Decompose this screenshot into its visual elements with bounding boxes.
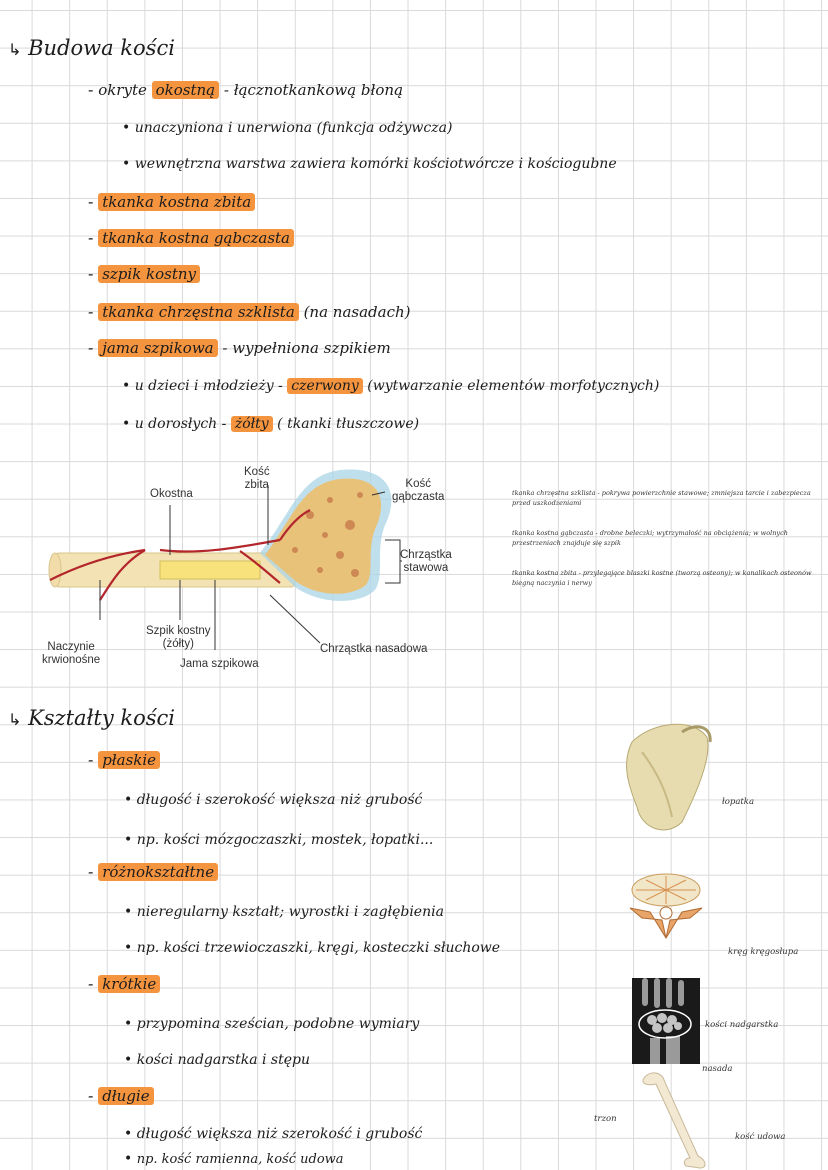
item-post: - łącznotkankową błoną [223, 81, 404, 99]
sub-text: nieregularny kształt; wyrostki i zagłębienia [136, 904, 444, 920]
note: tkanka chrzęstna szklista - pokrywa powierzchnie stawowe; zmniejsza tarcie i zabezpiecza przed uszkodzeniami [512, 489, 811, 507]
sub-item [124, 1151, 344, 1167]
note: tkanka kostna gąbczasta - drobne beleczki; wytrzymałość na obciążenia; w wolnych przestrzeniach znajduje się szpik [512, 529, 788, 547]
list-item [88, 264, 200, 283]
label-okostna: Okostna [150, 488, 193, 500]
shape-group-title [88, 974, 160, 993]
sub-text: u dzieci i młodzieży - [134, 378, 283, 394]
section-heading-ksztalty [8, 706, 175, 730]
sub-item [124, 1016, 419, 1032]
sub-text: kości nadgarstka i stępu [136, 1052, 311, 1068]
dash: - [88, 302, 94, 321]
dash: - [88, 264, 94, 283]
highlight: tkanka kostna zbita [98, 193, 255, 211]
highlight: okostną [152, 81, 219, 99]
image-label-nasada: nasada [702, 1064, 733, 1074]
sub-text: np. kości trzewioczaszki, kręgi, kosteczki słuchowe [136, 940, 501, 956]
sub-item [122, 378, 659, 394]
dash: - [88, 750, 94, 769]
shape-group-title [88, 862, 218, 881]
bullet: • [124, 792, 137, 808]
image-label-nadgarstek: kości nadgarstka [705, 1020, 779, 1030]
dash: - [88, 974, 94, 993]
label-chrzastka-stawowa: Chrząstka stawowa [400, 549, 452, 574]
bullet: • [124, 1052, 137, 1068]
bullet: • [122, 378, 135, 394]
dash: - [88, 1086, 94, 1105]
sub-item [124, 832, 433, 848]
femur-image [626, 1068, 726, 1170]
item-pre: okryte [98, 81, 152, 99]
sub-text: wewnętrzna warstwa zawiera komórki kościotwórcze i kościogubne [134, 156, 617, 172]
item-post: - wypełniona szpikiem [222, 339, 391, 357]
sub-item [124, 1052, 310, 1068]
dash: - [88, 192, 94, 211]
arrow-icon: ↳ [8, 40, 22, 59]
bullet: • [122, 120, 135, 136]
dash: - [88, 862, 94, 881]
sub-post: (wytwarzanie elementów morfotycznych) [367, 378, 660, 394]
highlight: szpik kostny [98, 265, 200, 283]
highlight: krótkie [98, 975, 160, 993]
list-item [88, 228, 294, 247]
list-item [88, 80, 403, 99]
highlight: tkanka chrzęstna szklista [98, 303, 299, 321]
highlight: jama szpikowa [98, 339, 217, 357]
sub-text: u dorosłych - [134, 416, 227, 432]
label-kosc-gabczasta: Kość gąbczasta [392, 478, 445, 503]
bullet: • [122, 156, 135, 172]
dash: - [88, 338, 94, 357]
bone-cut-end [49, 553, 61, 587]
image-label-trzon: trzon [594, 1114, 617, 1124]
sub-item [122, 416, 419, 432]
bullet: • [124, 940, 137, 956]
sub-item [124, 940, 500, 956]
sub-text: unaczyniona i unerwiona (funkcja odżywcza) [134, 120, 453, 136]
bullet: • [124, 1126, 137, 1142]
section-heading-budowa [8, 36, 175, 60]
highlight: różnokształtne [98, 863, 218, 881]
bullet: • [124, 904, 137, 920]
sub-item [124, 792, 422, 808]
note: tkanka kostna zbita - przylegające blaszki kostne (tworzą osteony); w kanalikach osteonów biegną naczynia i nerwy [512, 569, 812, 587]
bullet: • [122, 416, 135, 432]
sub-text: długość większa niż szerokość i grubość [136, 1126, 423, 1142]
sub-item [122, 156, 617, 172]
sub-text: przypomina sześcian, podobne wymiary [136, 1016, 420, 1032]
bullet: • [124, 1016, 137, 1032]
arrow-icon: ↳ [8, 710, 22, 729]
sub-item [122, 120, 452, 136]
label-jama: Jama szpikowa [180, 658, 259, 670]
highlight: czerwony [287, 378, 363, 394]
label-kosc-zbita: Kość zbita [244, 466, 270, 491]
sub-text: np. kość ramienna, kość udowa [136, 1152, 344, 1167]
bullet: • [124, 1151, 137, 1167]
item-post: (na nasadach) [303, 303, 411, 321]
heading-text: Budowa kości [28, 36, 175, 60]
scapula-image [612, 712, 718, 840]
highlight: żółty [231, 416, 273, 432]
vertebra-image [610, 868, 722, 940]
label-naczynie: Naczynie krwionośne [42, 641, 101, 666]
sub-item [124, 904, 444, 920]
highlight: płaskie [98, 751, 160, 769]
wrist-xray-image [632, 978, 700, 1064]
sub-item [124, 1126, 422, 1142]
image-label-lopatka: łopatka [722, 797, 755, 807]
dash: - [88, 228, 94, 247]
highlight: tkanka kostna gąbczasta [98, 229, 294, 247]
label-chrzastka-nasadowa: Chrząstka nasadowa [320, 643, 428, 655]
list-item [88, 302, 411, 321]
image-label-kreg: kręg kręgosłupa [728, 947, 799, 957]
list-item [88, 338, 391, 357]
sub-text: długość i szerokość większa niż grubość [136, 792, 423, 808]
label-szpik: Szpik kostny (żółty) [146, 625, 211, 650]
heading-text: Kształty kości [28, 706, 175, 730]
list-item [88, 192, 255, 211]
sub-text: np. kości mózgoczaszki, mostek, łopatki... [136, 832, 434, 848]
image-label-kosc-udowa: kość udowa [735, 1132, 786, 1142]
marrow-cavity [160, 561, 260, 579]
shape-group-title [88, 1086, 154, 1105]
sub-post: ( tkanki tłuszczowe) [277, 416, 420, 432]
dash: - [88, 80, 94, 99]
highlight: długie [98, 1087, 153, 1105]
shape-group-title [88, 750, 160, 769]
bullet: • [124, 832, 137, 848]
